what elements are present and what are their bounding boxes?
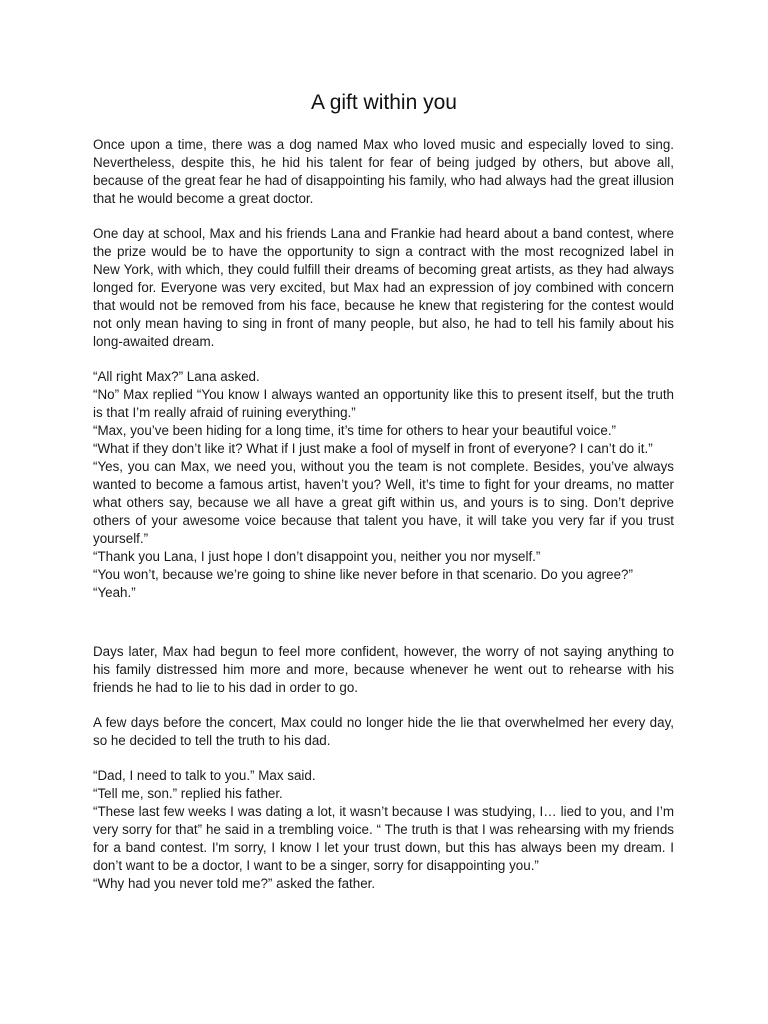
- dialogue-line: “Yeah.”: [93, 585, 136, 600]
- dialogue-line: “Thank you Lana, I just hope I don’t disappoint you, neither you nor myself.”: [93, 549, 541, 564]
- document-body: [93, 136, 674, 910]
- dialogue-line: “What if they don’t like it? What if I just make a fool of myself in front of everyone? I can’t do it.”: [93, 441, 653, 456]
- document-title: A gift within you: [311, 91, 457, 114]
- dialogue-block: [93, 368, 674, 602]
- dialogue-line: “No” Max replied “You know I always wanted an opportunity like this to present itself, but the truth is that I’m really afraid of ruining everything.”: [93, 387, 674, 420]
- paragraph: Days later, Max had begun to feel more confident, however, the worry of not saying anything to his family distressed him more and more, because whenever he went out to rehearse with his friends he had to lie to his dad in order to go.: [93, 644, 674, 695]
- paragraph: One day at school, Max and his friends Lana and Frankie had heard about a band contest, where the prize would be to have the opportunity to sign a contract with the most recognized label in New York, with which, they could fulfill their dreams of becoming great artists, as they had always longed for. Everyone was very excited, but Max had an expression of joy combined with concern that would not be removed from his face, because he knew that registering for the contest would not only mean having to sing in front of many people, but also, he had to tell his family about his long-awaited dream.: [93, 226, 674, 349]
- dialogue-line: “Tell me, son.” replied his father.: [93, 786, 283, 801]
- dialogue-line: “Why had you never told me?” asked the father.: [93, 876, 376, 891]
- section-gap: [93, 619, 674, 643]
- dialogue-line: “All right Max?” Lana asked.: [93, 369, 260, 384]
- paragraph: A few days before the concert, Max could no longer hide the lie that overwhelmed her every day, so he decided to tell the truth to his dad.: [93, 715, 674, 748]
- dialogue-line: “Yes, you can Max, we need you, without you the team is not complete. Besides, you’ve always wanted to become a famous artist, haven’t you? Well, it’s time to fight for your dreams, no matter what others say, because we all have a great gift within us, and yours is to sing. Don’t deprive others of your awesome voice because that talent you have, it will take you very far if you trust yourself.”: [93, 459, 674, 546]
- dialogue-line: “You won’t, because we’re going to shine like never before in that scenario. Do you agree?”: [93, 567, 633, 582]
- paragraph: Once upon a time, there was a dog named Max who loved music and especially loved to sing. Nevertheless, despite this, he hid his talent for fear of being judged by others, but above all, because of the great fear he had of disappointing his family, who had always had the great illusion that he would become a great doctor.: [93, 137, 674, 206]
- dialogue-block: [93, 767, 674, 893]
- dialogue-line: “Max, you’ve been hiding for a long time, it’s time for others to hear your beautiful voice.”: [93, 423, 616, 438]
- dialogue-line: “Dad, I need to talk to you.” Max said.: [93, 768, 316, 783]
- dialogue-line: “These last few weeks I was dating a lot, it wasn’t because I was studying, I… lied to you, and I’m very sorry for that” he said in a trembling voice. “ The truth is that I was rehearsing with my friends for a band contest. I'm sorry, I know I let your trust down, but this has always been my dream. I don’t want to be a doctor, I want to be a singer, sorry for disappointing you.”: [93, 804, 674, 873]
